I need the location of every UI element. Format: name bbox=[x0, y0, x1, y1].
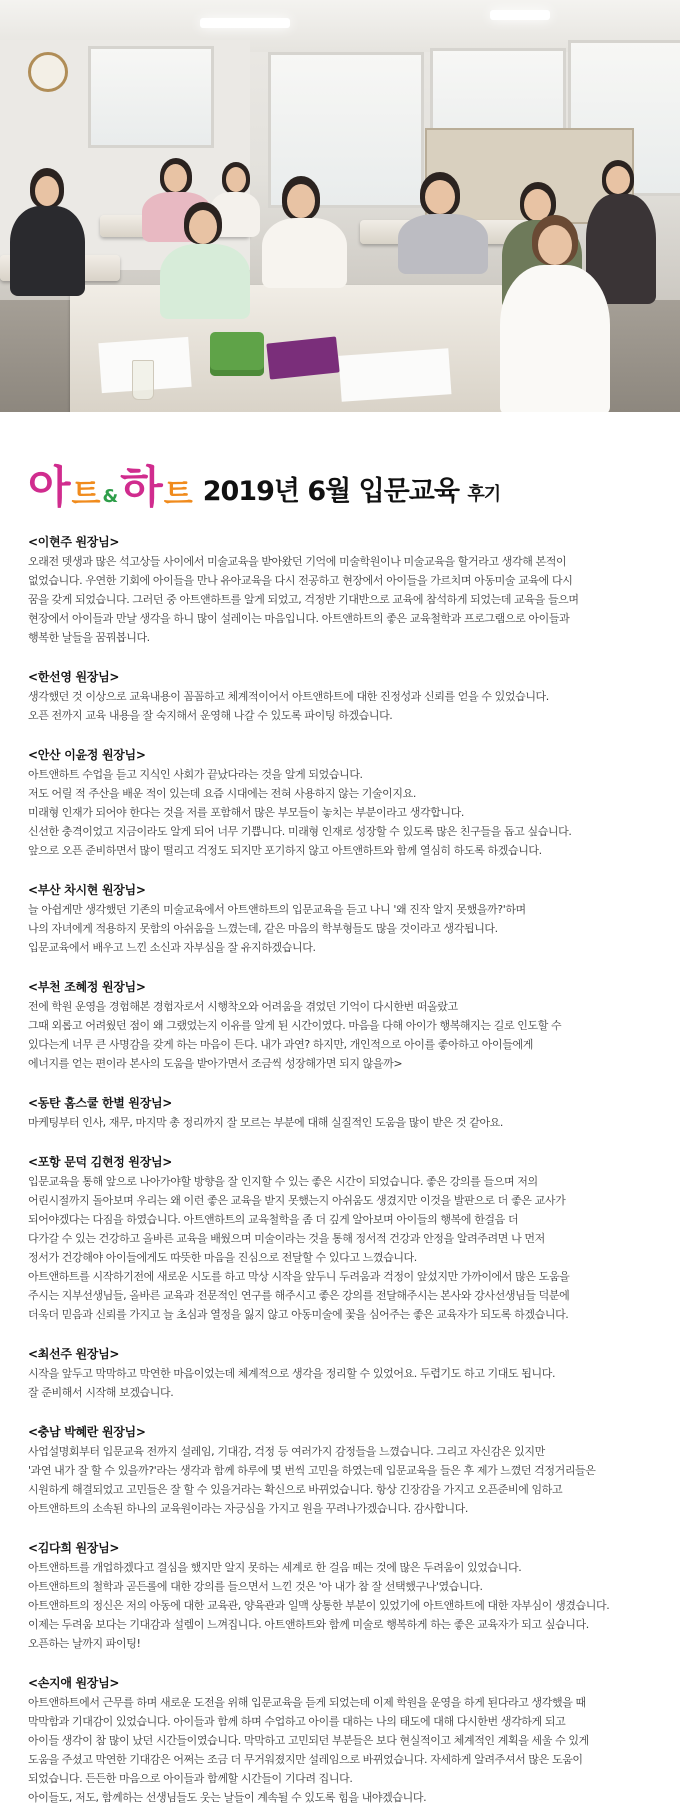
review-item bbox=[28, 745, 660, 860]
review-text: 아트앤하트를 개업하겠다고 결심을 했지만 알지 못하는 세계로 한 걸음 떼는 것에 많은 두려움이 있었습니다. 아트앤하트의 철학과 곧든롤에 대한 강의를 들으면서 느낀 것은 '아 내가 참 잘 선택했구나'였습니다. 아트앤하트의 정신은 저의 아동에 대한 교육관, 양육관과 일맥 상통한 부분이 있었기에 아트앤하트에 대한 자부심이 생겼습니다. 이제는 두려움 보다는 기대감과 설렘이 느껴집니다. 아트앤하트와 함께 미술로 행복하게 하는 좋은 교육자가 되고 싶습니다. 오픈하는 날까지 파이팅! bbox=[28, 1561, 610, 1650]
review-author: <한선영 원장님> bbox=[28, 670, 120, 684]
review-text: 사업설명회부터 입문교육 전까지 설레임, 기대감, 걱정 등 여러가지 감정들을 느꼈습니다. 그리고 자신감은 있지만 '과연 내가 잘 할 수 있을까?'라는 생각과 함께 하루에 몇 번씩 고민을 하였는데 입문교육을 들은 후 제가 느꼈던 걱정거리들은 시원하게 해결되었고 고민들은 잘 할 수 있을거라는 확신으로 바뀌었습니다. 항상 긴장감을 가지고 오픈준비에 임하고 아트앤하트의 소속된 하나의 교육원이라는 자긍심을 가지고 원을 꾸려나가겠습니다. 감사합니다. bbox=[28, 1445, 596, 1515]
photo-paper bbox=[339, 348, 452, 402]
review-item bbox=[28, 1538, 660, 1653]
logo-ampersand: & bbox=[102, 486, 119, 507]
photo-folder bbox=[266, 336, 339, 379]
review-item bbox=[28, 1422, 660, 1518]
review-item bbox=[28, 1152, 660, 1324]
review-text: 입문교육을 통해 앞으로 나아가야할 방향을 잘 인지할 수 있는 좋은 시간이 되었습니다. 좋은 강의를 들으며 저의 어린시절까지 돌아보며 우리는 왜 이런 좋은 교육을 받지 못했는지 아쉬움도 생겼지만 이것을 발판으로 더 좋은 교사가 되어야겠다는 다짐을 하였습니다. 아트앤하트의 교육철학을 좀 더 깊게 알아보며 아이들의 행복에 한걸음 더 다가갈 수 있는 건강하고 올바른 교육을 배웠으며 미술이라는 것을 통해 정서적 건강과 안정을 알려주려면 나 먼저 정서가 건강해야 아이들에게도 따뜻한 마음을 진심으로 전달할 수 있다고 느꼈습니다. 아트앤하트를 시작하기전에 새로운 시도를 하고 막상 시작을 앞두니 두려움과 걱정이 앞섰지만 가까이에서 많은 도움을 주시는 지부선생님들, 올바른 교육과 전문적인 연구를 해주시고 좋은 강의를 전달해주시는 본사와 강사선생님들 덕분에 더욱더 믿음과 신뢰를 가지고 늘 초심과 열정을 잃지 않고 아동미술에 꽃을 심어주는 좋은 교육자가 되도록 하겠습니다. bbox=[28, 1175, 570, 1321]
photo-green-box bbox=[210, 332, 264, 376]
title-main: 2019년 6월 입문교육 bbox=[202, 476, 459, 507]
review-text: 늘 아쉽게만 생각했던 기존의 미술교육에서 아트앤하트의 입문교육을 듣고 나니 '왜 진작 알지 못했을까?'하며 나의 자녀에게 적용하지 못함의 아쉬움을 느꼈는데, 같은 마음의 학부형들도 많을 것이라고 생각됩니다. 입문교육에서 배우고 느낀 소신과 자부심을 잘 유지하겠습니다. bbox=[28, 903, 526, 954]
review-text: 시작을 앞두고 막막하고 막연한 마음이었는데 체계적으로 생각을 정리할 수 있었어요. 두렵기도 하고 기대도 됩니다. 잘 준비해서 시작해 보겠습니다. bbox=[28, 1367, 556, 1399]
logo-heart-syllable: 하 bbox=[120, 462, 163, 513]
page-heading bbox=[0, 412, 680, 513]
ceiling-light bbox=[200, 18, 290, 28]
review-author: <손지애 원장님> bbox=[28, 1676, 120, 1690]
logo-art-syllable: 아 bbox=[28, 462, 71, 513]
review-author: <부천 조혜정 원장님> bbox=[28, 980, 146, 994]
review-item bbox=[28, 880, 660, 957]
review-item bbox=[28, 1673, 660, 1807]
review-text: 전에 학원 운영을 경험해본 경험자로서 시행착오와 어려움을 겪었던 기억이 다시한번 떠올랐고 그때 외롭고 어려웠던 점이 왜 그랬었는지 이유를 알게 된 시간이였다. 마음을 다해 아이가 행복해지는 길로 인도할 수 있다는게 너무 큰 사명감을 갖게 하는 마음이 든다. 내가 과연? 하지만, 개인적으로 아이를 좋아하고 아이들에게 에너지를 얻는 편이라 본사의 도움을 받아가면서 조금씩 성장해가면 되지 않을까> bbox=[28, 1000, 562, 1070]
clock-icon bbox=[28, 52, 68, 92]
logo-art-t: 트 bbox=[71, 477, 101, 512]
art-and-heart-logo bbox=[28, 462, 193, 513]
photo-window bbox=[88, 46, 214, 148]
review-text: 생각했던 것 이상으로 교육내용이 꼼꼼하고 체계적이어서 아트앤하트에 대한 진정성과 신뢰를 얻을 수 있었습니다. 오픈 전까지 교육 내용을 잘 숙지해서 운영해 나갈 수 있도록 파이팅 하겠습니다. bbox=[28, 690, 549, 722]
review-text: 아트앤하트에서 근무를 하며 새로운 도전을 위해 입문교육을 듣게 되었는데 이제 학원을 운영을 하게 된다라고 생각했을 때 막막함과 기대감이 있었습니다. 아이들과 함께 하며 수업하고 아이를 대하는 나의 태도에 대해 다시한번 생각하게 되고 아이들 생각이 참 많이 났던 시간들이였습니다. 막막하고 고민되던 부분들은 보다 현실적이고 체계적인 계획을 세울 수 있게 도움을 주셨고 막연한 기대감은 어쩌는 조금 더 무거워졌지만 설레임으로 바뀌었습니다. 자세하게 알려주셔서 많은 도움이 되었습니다. 든든한 마음으로 아이들과 함께할 시간들이 기다려 집니다. 아이들도, 저도, 함께하는 선생님들도 웃는 날들이 계속될 수 있도록 힘을 내야겠습니다. bbox=[28, 1696, 589, 1804]
review-item bbox=[28, 667, 660, 725]
review-author: <포항 문덕 김현정 원장님> bbox=[28, 1155, 173, 1169]
review-author: <부산 차시현 원장님> bbox=[28, 883, 146, 897]
photo-cup bbox=[132, 360, 154, 400]
review-list bbox=[0, 510, 680, 1807]
review-text: 아트앤하트 수업을 듣고 지식인 사회가 끝났다라는 것을 알게 되었습니다. 저도 어릴 적 주산을 배운 적이 있는데 요즘 시대에는 전혀 사용하지 않는 기술이지요. 미래형 인재가 되어야 한다는 것을 저를 포함해서 많은 부모들이 놓치는 부분이라고 생각합니다. 신선한 충격이었고 지금이라도 알게 되어 너무 기쁩니다. 미래형 인재로 성장할 수 있도록 많은 친구들을 돕고 싶습니다. 앞으로 오픈 준비하면서 많이 떨리고 걱정도 되지만 포기하지 않고 아트앤하트와 함께 열심히 하도록 하겠습니다. bbox=[28, 768, 572, 857]
logo-heart-t: 트 bbox=[163, 477, 193, 512]
review-item bbox=[28, 1093, 660, 1132]
review-author: <충남 박혜란 원장님> bbox=[28, 1425, 146, 1439]
review-text: 마케팅부터 인사, 재무, 마지막 총 정리까지 잘 모르는 부분에 대해 실질적인 도움을 많이 받은 것 같아요. bbox=[28, 1116, 504, 1129]
title-suffix: 후기 bbox=[467, 484, 501, 505]
review-author: <안산 이윤정 원장님> bbox=[28, 748, 146, 762]
page-title bbox=[203, 469, 500, 508]
review-author: <김다희 원장님> bbox=[28, 1541, 120, 1555]
review-text: 오래전 뎃생과 많은 석고상들 사이에서 미술교육을 받아왔던 기억에 미술학원이나 미술교육을 할거라고 생각해 본적이 없었습니다. 우연한 기회에 아이들을 만나 유아교육을 다시 전공하고 현장에서 아이들을 가르치며 아동미술 교육에 다시 꿈을 갖게 되었습니다. 그러던 중 아트앤하트를 알게 되었고, 걱정반 기대반으로 교육에 참석하게 되었는데 교육을 들으며 현장에서 아이들과 만날 생각을 하니 많이 설레이는 마음입니다. 아트앤하트의 좋은 교육철학과 프로그램으로 아이들과 행복한 날들을 꿈꿔봅니다. bbox=[28, 555, 579, 644]
ceiling-light bbox=[490, 10, 550, 20]
review-author: <최선주 원장님> bbox=[28, 1347, 120, 1361]
review-item bbox=[28, 1344, 660, 1402]
review-item bbox=[28, 977, 660, 1073]
review-author: <동탄 홈스쿨 한별 원장님> bbox=[28, 1096, 173, 1110]
group-photo bbox=[0, 0, 680, 412]
review-author: <이현주 원장님> bbox=[28, 535, 120, 549]
review-item bbox=[28, 532, 660, 647]
